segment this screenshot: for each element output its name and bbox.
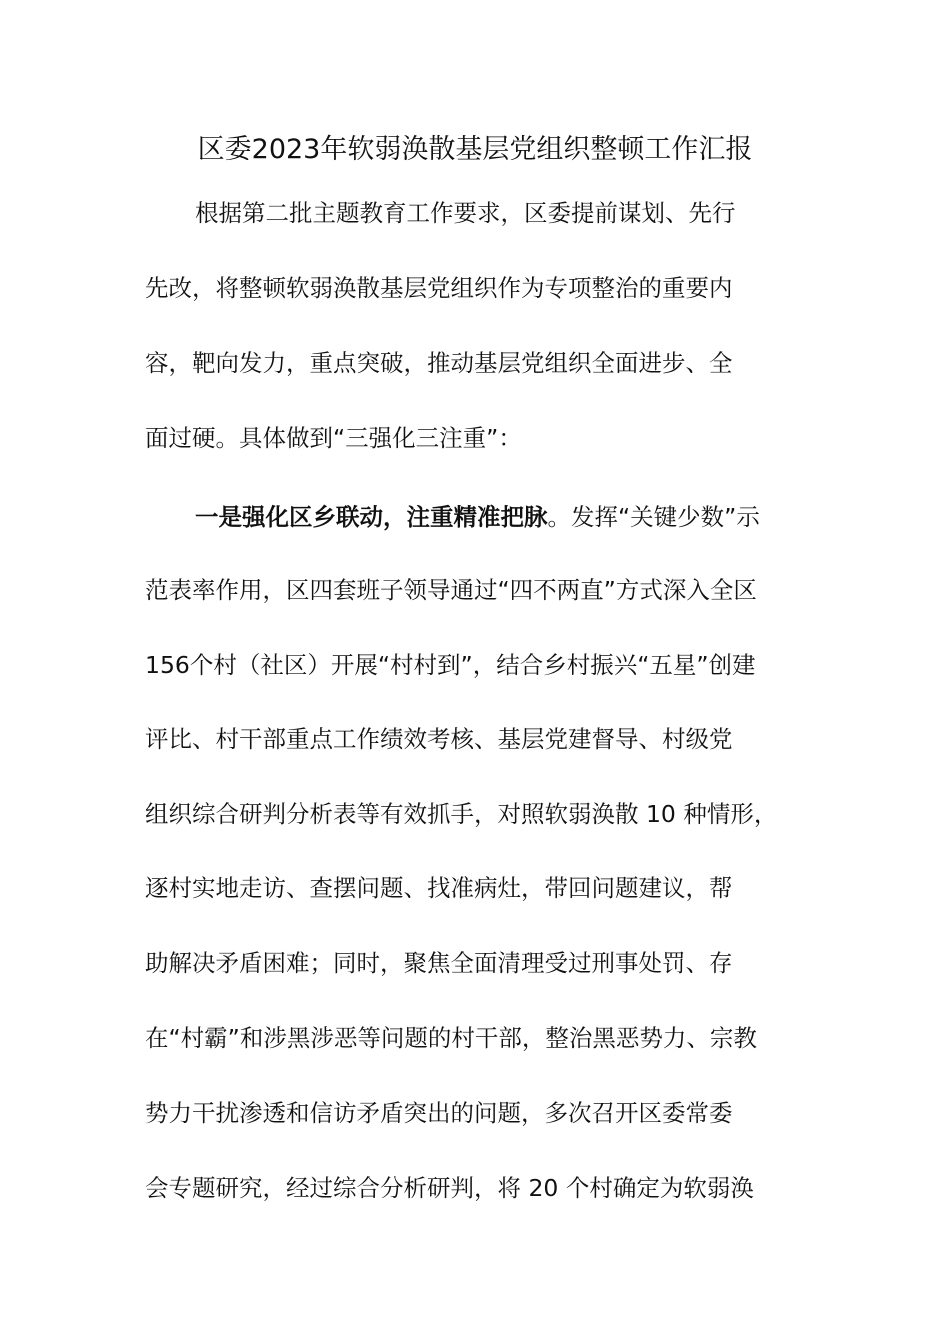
paragraph2-line-5: 组织综合研判分析表等有效抓手，对照软弱涣散 10 种情形， [145, 800, 778, 828]
paragraph2-line-4: 评比、村干部重点工作绩效考核、基层党建督导、村级党 [145, 725, 733, 753]
paragraph2-line-6: 逐村实地走访、查摆问题、找准病灶，带回问题建议，帮 [145, 874, 733, 902]
paragraph2-line-10: 会专题研究，经过综合分析研判，将 20 个村确定为软弱涣 [145, 1174, 754, 1202]
paragraph1-line-2: 先改，将整顿软弱涣散基层党组织作为专项整治的重要内 [145, 274, 733, 302]
paragraph1-line-4: 面过硬。具体做到“三强化三注重”： [145, 424, 522, 452]
paragraph2-line-2: 范表率作用，区四套班子领导通过“四不两直”方式深入全区 [145, 576, 757, 604]
paragraph2-line-7: 助解决矛盾困难；同时，聚焦全面清理受过刑事处罚、存 [145, 949, 733, 977]
paragraph2-line-1-rest: 。发挥“关键少数”示 [547, 503, 760, 531]
paragraph2-heading: 一是强化区乡联动，注重精准把脉 [195, 503, 548, 531]
document-title: 区委2023年软弱涣散基层党组织整顿工作汇报 [197, 134, 753, 165]
paragraph1-line-3: 容，靶向发力，重点突破，推动基层党组织全面进步、全 [145, 349, 733, 377]
paragraph1-line-1: 根据第二批主题教育工作要求，区委提前谋划、先行 [195, 199, 736, 227]
paragraph2-line-8: 在“村霸”和涉黑涉恶等问题的村干部，整治黑恶势力、宗教 [145, 1024, 757, 1052]
paragraph2-line-1 [195, 497, 760, 537]
paragraph2-line-9: 势力干扰渗透和信访矛盾突出的问题，多次召开区委常委 [145, 1099, 733, 1127]
paragraph2-line-3: 156个村（社区）开展“村村到”，结合乡村振兴“五星”创建 [145, 651, 756, 679]
